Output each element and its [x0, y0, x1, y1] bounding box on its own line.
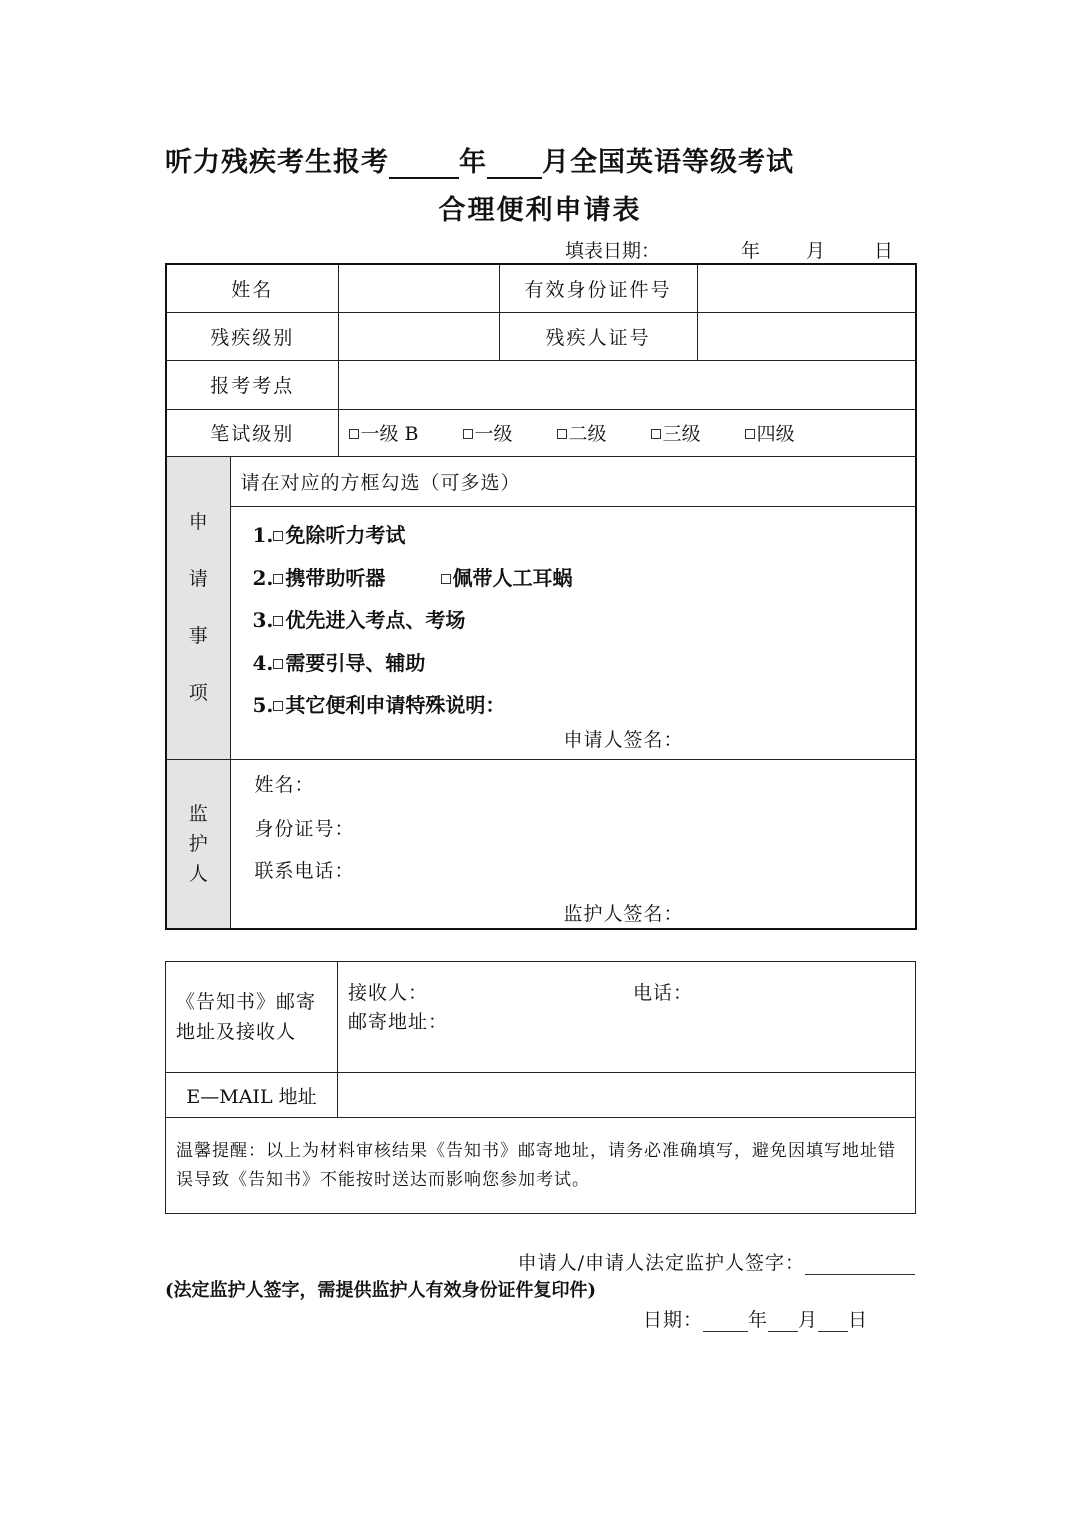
disability-level-label: 残疾级别 [166, 312, 338, 360]
footer-year: 年 [748, 1309, 769, 1331]
notice-text: 温馨提醒：以上为材料审核结果《告知书》邮寄地址，请务必准确填写，避免因填写地址错误导致《告知书》不能按时送达而影响您参加考试。 [166, 1118, 916, 1214]
checkbox-icon[interactable] [273, 574, 283, 584]
name-label: 姓名 [166, 264, 338, 312]
request-items [230, 506, 916, 759]
month-blank[interactable] [487, 151, 542, 179]
checkbox-icon[interactable] [745, 429, 755, 439]
signature-line[interactable] [805, 1254, 915, 1275]
year-blank[interactable] [389, 151, 459, 179]
title-year: 年 [459, 147, 487, 178]
month-blank[interactable] [768, 1311, 798, 1332]
request-item[interactable]: 1. 免除听力考试 [252, 522, 406, 547]
id-number-field[interactable] [697, 264, 916, 312]
level-option[interactable]: 二级 [557, 419, 607, 446]
mailing-table [165, 961, 916, 1214]
written-level-label: 笔试级别 [166, 409, 338, 456]
checkbox-icon[interactable] [273, 616, 283, 626]
guardian-note: (法定监护人签字，需提供监护人有效身份证件复印件) [165, 1280, 597, 1301]
fill-date-label: 填表日期： [565, 240, 661, 262]
footer-day: 日 [848, 1309, 869, 1331]
level-option[interactable]: 四级 [745, 419, 795, 446]
applicant-signature-label: 申请人签名： [563, 728, 684, 751]
day-blank[interactable] [818, 1311, 848, 1332]
guardian-signature-label: 监护人签名： [563, 902, 684, 925]
guardian-fields [230, 759, 916, 929]
request-item[interactable]: 4. 需要引导、辅助 [252, 650, 426, 675]
checkbox-icon[interactable] [349, 429, 359, 439]
footer-date-label: 日期： [643, 1309, 704, 1331]
form-title-line2: 合理便利申请表 [438, 195, 642, 226]
disability-cert-label: 残疾人证号 [499, 312, 697, 360]
checkbox-icon[interactable] [651, 429, 661, 439]
guardian-name-label: 姓名： [254, 773, 315, 796]
form-title-line1 [165, 140, 794, 179]
fill-date-month: 月 [806, 240, 826, 262]
checkbox-icon[interactable] [557, 429, 567, 439]
exam-site-field[interactable] [338, 360, 916, 409]
request-instruction: 请在对应的方框勾选（可多选） [230, 456, 916, 506]
fill-date-year: 年 [741, 240, 761, 262]
level-option[interactable]: 三级 [651, 419, 701, 446]
id-number-label: 有效身份证件号 [499, 264, 697, 312]
phone-label: 电话： [633, 982, 694, 1004]
final-signature-label: 申请人/申请人法定监护人签字： [517, 1252, 805, 1274]
disability-cert-field[interactable] [697, 312, 916, 360]
guardian-section-label: 监 护 人 [166, 759, 230, 929]
guardian-id-label: 身份证号： [254, 817, 355, 840]
fill-date-day: 日 [874, 240, 894, 262]
written-level-options [338, 409, 916, 456]
request-item[interactable]: 3. 优先进入考点、考场 [252, 607, 466, 632]
title-prefix: 听力残疾考生报考 [165, 147, 389, 178]
exam-site-label: 报考考点 [166, 360, 338, 409]
request-item[interactable]: 2. 携带助听器 [252, 565, 386, 590]
name-field[interactable] [338, 264, 499, 312]
disability-level-field[interactable] [338, 312, 499, 360]
level-option[interactable]: 一级 [463, 419, 513, 446]
application-form-table [165, 263, 917, 930]
mail-fields[interactable] [338, 962, 916, 1073]
mail-address-label: 《告知书》邮寄 地址及接收人 [166, 962, 338, 1073]
title-month-rest: 月全国英语等级考试 [542, 147, 794, 178]
checkbox-icon[interactable] [273, 659, 283, 669]
email-field[interactable] [338, 1073, 916, 1118]
request-item-cochlear[interactable]: 佩带人工耳蜗 [441, 562, 573, 591]
email-label: E—MAIL 地址 [166, 1073, 338, 1118]
request-section-label: 申 请 事 项 [166, 456, 230, 759]
request-item[interactable]: 5. 其它便利申请特殊说明： [252, 692, 506, 717]
checkbox-icon[interactable] [273, 701, 283, 711]
receiver-label: 接收人： [348, 982, 429, 1004]
level-option[interactable]: 一级 B [349, 419, 419, 446]
address-label: 邮寄地址： [348, 1011, 449, 1033]
checkbox-icon[interactable] [273, 531, 283, 541]
guardian-phone-label: 联系电话： [254, 859, 355, 882]
footer-date [643, 1305, 868, 1332]
year-blank[interactable] [703, 1311, 748, 1332]
checkbox-icon[interactable] [463, 429, 473, 439]
footer-month: 月 [798, 1309, 819, 1331]
checkbox-icon[interactable] [441, 574, 451, 584]
final-signature [518, 1248, 915, 1275]
